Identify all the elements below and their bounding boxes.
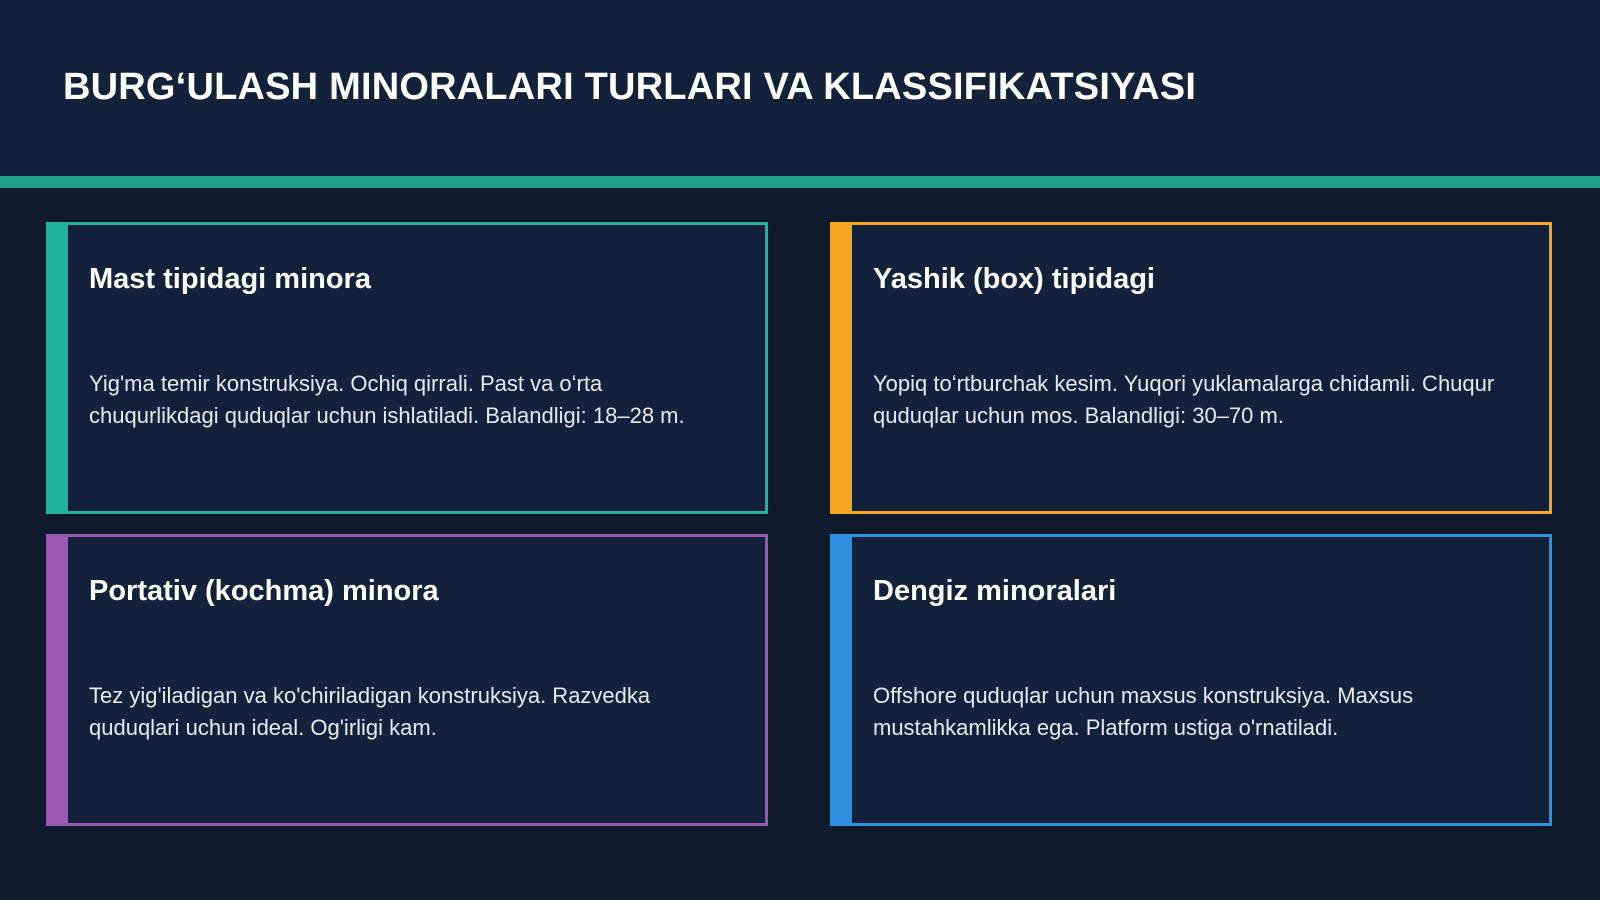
- slide-header: [0, 0, 1600, 176]
- card-portable-tower: [46, 534, 768, 826]
- card-offshore-tower: [830, 534, 1552, 826]
- card-body: [873, 617, 1513, 807]
- card-accent-stripe: [49, 225, 68, 511]
- card-title: Yashik (box) tipidagi: [873, 263, 1155, 295]
- card-description: Tez yig'iladigan va ko'chiriladigan konstruksiya. Razvedka quduqlari uchun ideal. Og'irligi kam.: [89, 683, 651, 740]
- card-body: [873, 305, 1513, 495]
- card-title: Mast tipidagi minora: [89, 263, 371, 295]
- card-title: Portativ (kochma) minora: [89, 575, 439, 607]
- card-accent-stripe: [833, 537, 852, 823]
- card-description: Offshore quduqlar uchun maxsus konstruksiya. Maxsus mustahkamlikka ega. Platform ustiga o'rnatiladi.: [873, 683, 1414, 740]
- card-description: Yig'ma temir konstruksiya. Ochiq qirrali. Past va oʻrta chuqurlikdagi quduqlar uchun ishlatiladi. Balandligi: 18–28 m.: [89, 371, 685, 428]
- card-body: [89, 305, 729, 495]
- header-accent-bar: [0, 176, 1600, 188]
- card-body: [89, 617, 729, 807]
- card-accent-stripe: [49, 537, 68, 823]
- card-mast-tower: [46, 222, 768, 514]
- card-accent-stripe: [833, 225, 852, 511]
- card-box-tower: [830, 222, 1552, 514]
- card-description: Yopiq toʻrtburchak kesim. Yuqori yuklamalarga chidamli. Chuqur quduqlar uchun mos. Balandligi: 30–70 m.: [873, 371, 1495, 428]
- page-title: BURGʻULASH MINORALARI TURLARI VA KLASSIFIKATSIYASI: [63, 66, 1197, 108]
- card-title: Dengiz minoralari: [873, 575, 1117, 607]
